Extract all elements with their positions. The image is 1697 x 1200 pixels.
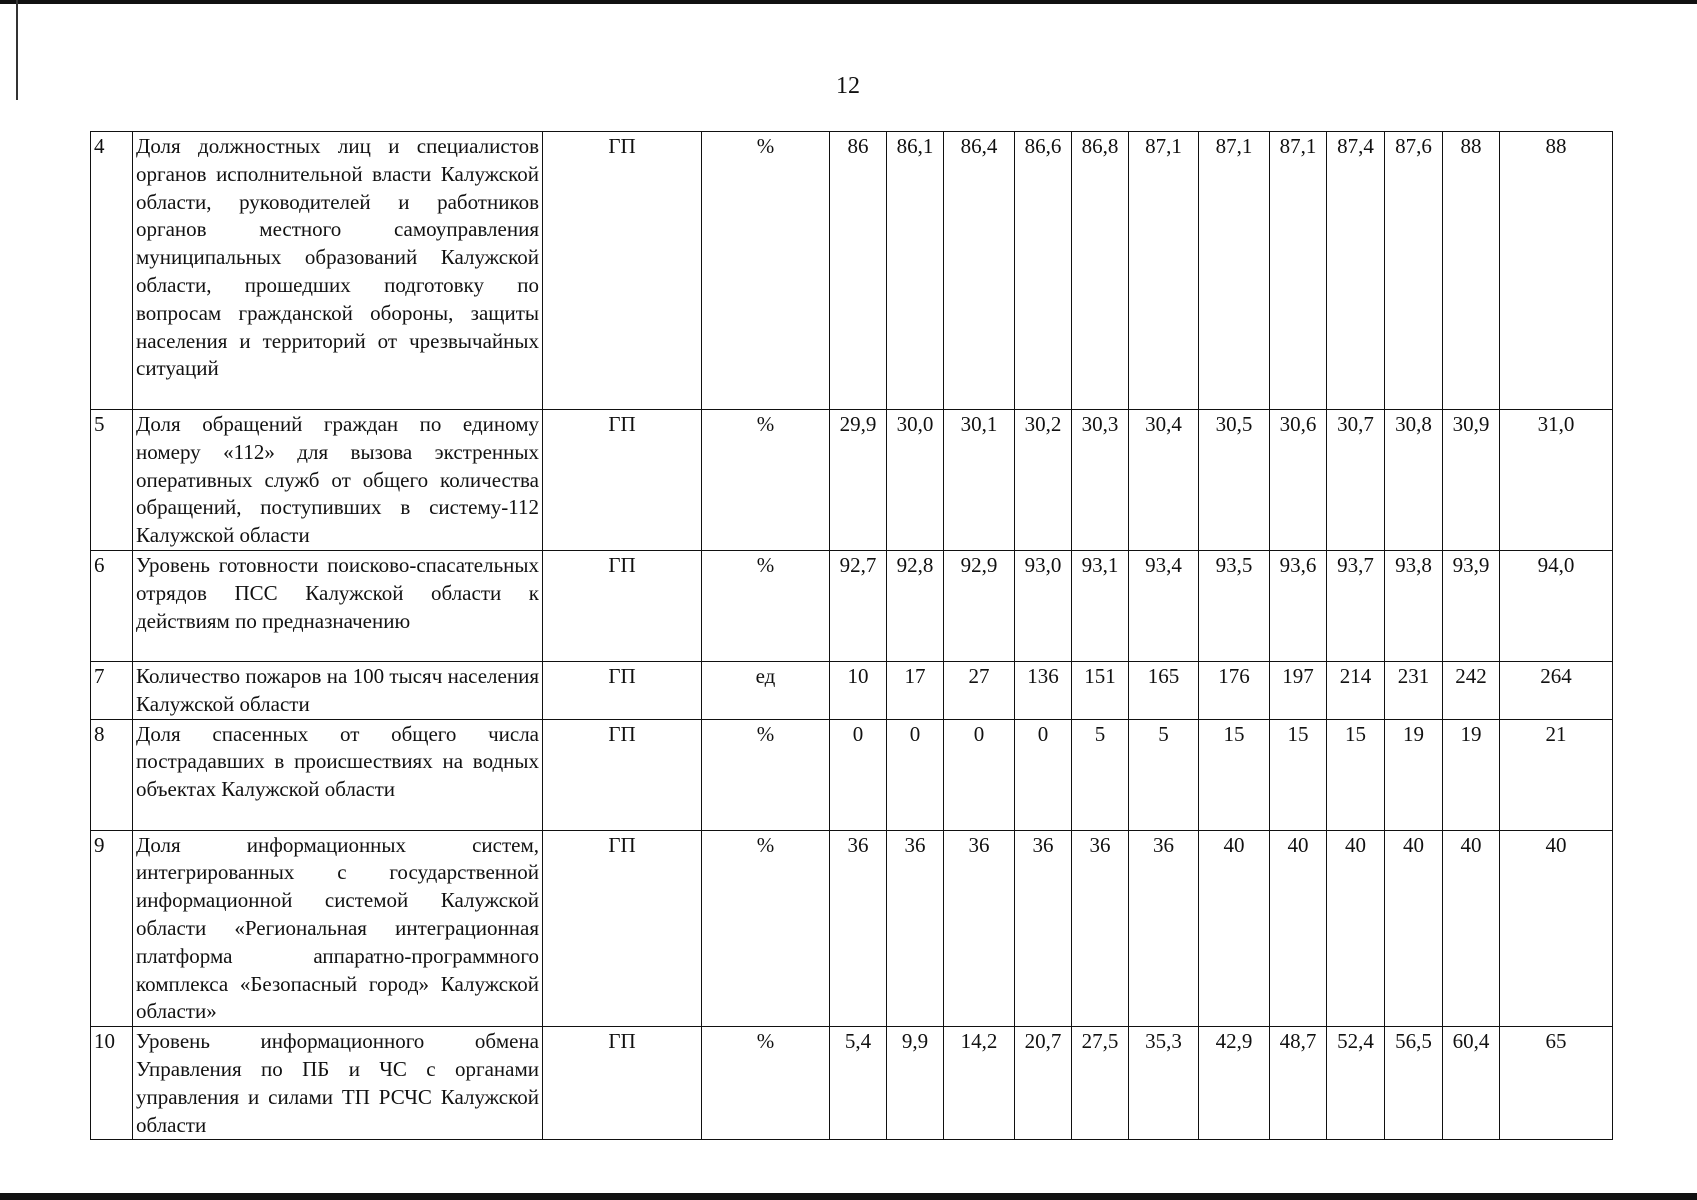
year-value-cell: 0: [944, 719, 1015, 830]
year-value-cell: 5,4: [830, 1027, 887, 1140]
year-value-cell: 36: [944, 830, 1015, 1027]
year-value-cell: 30,8: [1385, 410, 1443, 551]
indicator-name-cell: Доля спасенных от общего числа пострадавших в происшествиях на водных объектах Калужской области: [133, 719, 543, 830]
unit-cell: %: [702, 719, 830, 830]
year-value-cell: 17: [887, 661, 944, 719]
row-number-cell: 5: [91, 410, 133, 551]
year-value-cell: 93,5: [1199, 550, 1270, 661]
table-row: [91, 830, 1613, 1027]
year-value-cell: 30,6: [1270, 410, 1327, 551]
year-value-cell: 19: [1385, 719, 1443, 830]
unit-cell: %: [702, 550, 830, 661]
year-value-cell: 14,2: [944, 1027, 1015, 1140]
year-value-cell: 31,0: [1500, 410, 1613, 551]
year-value-cell: 40: [1500, 830, 1613, 1027]
year-value-cell: 88: [1443, 132, 1500, 410]
year-value-cell: 15: [1270, 719, 1327, 830]
table-row: [91, 1027, 1613, 1140]
year-value-cell: 19: [1443, 719, 1500, 830]
year-value-cell: 21: [1500, 719, 1613, 830]
year-value-cell: 30,3: [1072, 410, 1129, 551]
year-value-cell: 27: [944, 661, 1015, 719]
indicator-name-cell: Уровень информационного обмена Управления по ПБ и ЧС с органами управления и силами ТП РСЧС Калужской области: [133, 1027, 543, 1140]
year-value-cell: 87,6: [1385, 132, 1443, 410]
year-value-cell: 86: [830, 132, 887, 410]
indicator-name-cell: Доля должностных лиц и специалистов органов исполнительной власти Калужской области, руководителей и работников органов местного самоуправления муниципальных образований Калужской области, прошедших подготовку по вопросам гражданской обороны, защиты населения и территорий от чрезвычайных ситуаций: [133, 132, 543, 410]
indicator-name-cell: Количество пожаров на 100 тысяч населения Калужской области: [133, 661, 543, 719]
year-value-cell: 60,4: [1443, 1027, 1500, 1140]
unit-cell: %: [702, 132, 830, 410]
year-value-cell: 40: [1199, 830, 1270, 1027]
unit-cell: %: [702, 410, 830, 551]
indicator-name-cell: Доля обращений граждан по единому номеру «112» для вызова экстренных оперативных служб от общего количества обращений, поступивших в систему-112 Калужской области: [133, 410, 543, 551]
year-value-cell: 165: [1129, 661, 1199, 719]
year-value-cell: 93,7: [1327, 550, 1385, 661]
row-number-cell: 10: [91, 1027, 133, 1140]
year-value-cell: 0: [830, 719, 887, 830]
year-value-cell: 264: [1500, 661, 1613, 719]
year-value-cell: 27,5: [1072, 1027, 1129, 1140]
year-value-cell: 93,4: [1129, 550, 1199, 661]
year-value-cell: 40: [1443, 830, 1500, 1027]
program-type-cell: ГП: [543, 719, 702, 830]
year-value-cell: 176: [1199, 661, 1270, 719]
program-type-cell: ГП: [543, 661, 702, 719]
program-type-cell: ГП: [543, 830, 702, 1027]
year-value-cell: 86,8: [1072, 132, 1129, 410]
year-value-cell: 93,8: [1385, 550, 1443, 661]
year-value-cell: 30,1: [944, 410, 1015, 551]
year-value-cell: 242: [1443, 661, 1500, 719]
table-row: [91, 661, 1613, 719]
year-value-cell: 36: [830, 830, 887, 1027]
year-value-cell: 30,5: [1199, 410, 1270, 551]
year-value-cell: 36: [1072, 830, 1129, 1027]
year-value-cell: 36: [1129, 830, 1199, 1027]
year-value-cell: 52,4: [1327, 1027, 1385, 1140]
year-value-cell: 87,1: [1199, 132, 1270, 410]
table-row: [91, 410, 1613, 551]
year-value-cell: 30,4: [1129, 410, 1199, 551]
unit-cell: %: [702, 1027, 830, 1140]
table-body: [91, 132, 1613, 1140]
year-value-cell: 136: [1015, 661, 1072, 719]
year-value-cell: 87,1: [1270, 132, 1327, 410]
indicator-name-cell: Уровень готовности поисково-спасательных отрядов ПСС Калужской области к действиям по предназначению: [133, 550, 543, 661]
left-edge-line: [16, 0, 18, 100]
year-value-cell: 94,0: [1500, 550, 1613, 661]
table-row: [91, 719, 1613, 830]
year-value-cell: 214: [1327, 661, 1385, 719]
year-value-cell: 30,2: [1015, 410, 1072, 551]
row-number-cell: 8: [91, 719, 133, 830]
indicators-table: [90, 131, 1613, 1140]
year-value-cell: 92,7: [830, 550, 887, 661]
row-number-cell: 7: [91, 661, 133, 719]
page-number: 12: [836, 73, 860, 99]
year-value-cell: 40: [1270, 830, 1327, 1027]
year-value-cell: 10: [830, 661, 887, 719]
unit-cell: %: [702, 830, 830, 1027]
year-value-cell: 5: [1072, 719, 1129, 830]
program-type-cell: ГП: [543, 132, 702, 410]
year-value-cell: 92,8: [887, 550, 944, 661]
year-value-cell: 93,0: [1015, 550, 1072, 661]
year-value-cell: 0: [1015, 719, 1072, 830]
year-value-cell: 93,1: [1072, 550, 1129, 661]
year-value-cell: 30,7: [1327, 410, 1385, 551]
table-row: [91, 550, 1613, 661]
year-value-cell: 30,0: [887, 410, 944, 551]
row-number-cell: 4: [91, 132, 133, 410]
year-value-cell: 197: [1270, 661, 1327, 719]
year-value-cell: 86,1: [887, 132, 944, 410]
year-value-cell: 93,9: [1443, 550, 1500, 661]
year-value-cell: 40: [1327, 830, 1385, 1027]
year-value-cell: 231: [1385, 661, 1443, 719]
year-value-cell: 5: [1129, 719, 1199, 830]
year-value-cell: 9,9: [887, 1027, 944, 1140]
indicator-name-cell: Доля информационных систем, интегрированных с государственной информационной системой Калужской области «Региональная интеграционная платформа аппаратно-программного комплекса «Безопасный город» Калужской области»: [133, 830, 543, 1027]
year-value-cell: 48,7: [1270, 1027, 1327, 1140]
year-value-cell: 87,1: [1129, 132, 1199, 410]
year-value-cell: 29,9: [830, 410, 887, 551]
year-value-cell: 0: [887, 719, 944, 830]
program-type-cell: ГП: [543, 550, 702, 661]
year-value-cell: 86,4: [944, 132, 1015, 410]
year-value-cell: 92,9: [944, 550, 1015, 661]
year-value-cell: 30,9: [1443, 410, 1500, 551]
program-type-cell: ГП: [543, 410, 702, 551]
year-value-cell: 20,7: [1015, 1027, 1072, 1140]
year-value-cell: 36: [887, 830, 944, 1027]
year-value-cell: 56,5: [1385, 1027, 1443, 1140]
year-value-cell: 93,6: [1270, 550, 1327, 661]
top-border-line: [0, 0, 1697, 4]
year-value-cell: 42,9: [1199, 1027, 1270, 1140]
year-value-cell: 36: [1015, 830, 1072, 1027]
year-value-cell: 15: [1199, 719, 1270, 830]
program-type-cell: ГП: [543, 1027, 702, 1140]
row-number-cell: 6: [91, 550, 133, 661]
row-number-cell: 9: [91, 830, 133, 1027]
year-value-cell: 88: [1500, 132, 1613, 410]
bottom-border-line: [0, 1193, 1697, 1200]
year-value-cell: 65: [1500, 1027, 1613, 1140]
year-value-cell: 87,4: [1327, 132, 1385, 410]
year-value-cell: 40: [1385, 830, 1443, 1027]
year-value-cell: 15: [1327, 719, 1385, 830]
table-row: [91, 132, 1613, 410]
unit-cell: ед: [702, 661, 830, 719]
year-value-cell: 151: [1072, 661, 1129, 719]
year-value-cell: 35,3: [1129, 1027, 1199, 1140]
year-value-cell: 86,6: [1015, 132, 1072, 410]
